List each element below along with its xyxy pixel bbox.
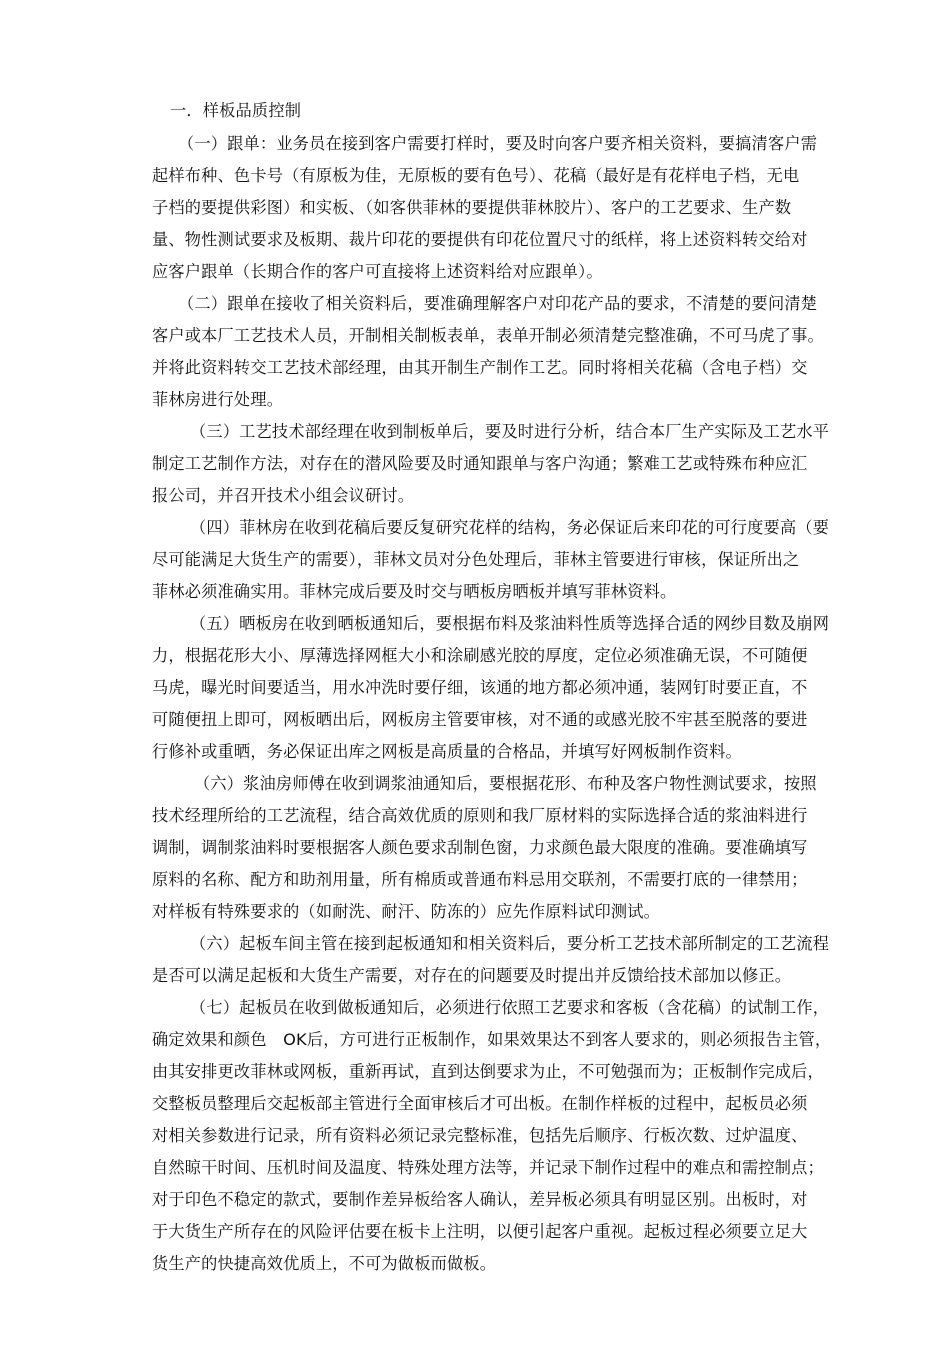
paragraph-line: 可随便扭上即可，网板晒出后，网板房主管要审核，对不通的或感光胶不牢甚至脱落的要进 xyxy=(152,710,808,729)
paragraph-line: 由其安排更改菲林或网板，重新再试，直到达倒要求为止，不可勉强而为；正板制作完成后， xyxy=(152,1062,824,1081)
paragraph-line: 应客户跟单（长期合作的客户可直接将上述资料给对应跟单）。 xyxy=(152,262,603,281)
paragraph-line: 客户或本厂工艺技术人员，开制相关制板表单，表单开制必须清楚完整准确，不可马虎了事。 xyxy=(152,326,824,345)
paragraph-line: （七）起板员在收到做板通知后，必须进行依照工艺要求和客板（含花稿）的试制工作， xyxy=(190,998,830,1017)
paragraph-line: 子档的要提供彩图）和实板、（如客供菲林的要提供菲林胶片）、客户的工艺要求、生产数 xyxy=(152,198,792,217)
paragraph-line: 对于印色不稳定的款式，要制作差异板给客人确认，差异板必须具有明显区别。出板时，对 xyxy=(152,1190,808,1209)
paragraph-line: 对相关参数进行记录，所有资料必须记录完整标准，包括先后顺序、行板次数、过炉温度、 xyxy=(152,1126,808,1145)
paragraph-line: 确定效果和颜色 OK后，方可进行正板制作，如果效果达不到客人要求的，则必须报告主管， xyxy=(152,1030,832,1049)
paragraph-line: 于大货生产所存在的风险评估要在板卡上注明，以便引起客户重视。起板过程必须要立足大 xyxy=(152,1222,808,1241)
paragraph-line: （三）工艺技术部经理在收到制板单后，要及时进行分析，结合本厂生产实际及工艺水平 xyxy=(190,422,830,441)
paragraph-line: 原料的名称、配方和助剂用量，所有棉质或普通布料忌用交联剂，不需要打底的一律禁用； xyxy=(152,870,808,889)
paragraph-line: 制定工艺制作方法，对存在的潜风险要及时通知跟单与客户沟通；繁难工艺或特殊布种应汇 xyxy=(152,454,808,473)
paragraph-line: 马虎，曝光时间要适当，用水冲洗时要仔细，该通的地方都必须冲通，装网钉时要正直，不 xyxy=(152,678,808,697)
paragraph-line: 货生产的快捷高效优质上，不可为做板而做板。 xyxy=(152,1254,497,1273)
paragraph-line: （一）跟单：业务员在接到客户需要打样时，要及时向客户要齐相关资料，要搞清客户需 xyxy=(178,134,818,153)
paragraph-line: 菲林必须准确实用。菲林完成后要及时交与晒板房晒板并填写菲林资料。 xyxy=(152,582,677,601)
paragraph-line: 是否可以满足起板和大货生产需要，对存在的问题要及时提出并反馈给技术部加以修正。 xyxy=(152,966,792,985)
paragraph-line: 尽可能满足大货生产的需要），菲林文员对分色处理后，菲林主管要进行审核，保证所出之 xyxy=(152,550,800,569)
paragraph-line: 量、物性测试要求及板期、裁片印花的要提供有印花位置尺寸的纸样，将上述资料转交给对 xyxy=(152,230,808,249)
paragraph-line: 报公司，并召开技术小组会议研讨。 xyxy=(152,486,415,505)
paragraph-line: 行修补或重晒，务必保证出库之网板是高质量的合格品，并填写好网板制作资料。 xyxy=(152,742,742,761)
paragraph-line: 菲林房进行处理。 xyxy=(152,390,284,409)
paragraph-line: 起样布种、色卡号（有原板为佳，无原板的要有色号）、花稿（最好是有花样电子档，无电 xyxy=(152,166,800,185)
paragraph-line: （二）跟单在接收了相关资料后，要准确理解客户对印花产品的要求，不清楚的要问清楚 xyxy=(178,294,818,313)
paragraph-line: （六）浆油房师傅在收到调浆油通知后，要根据花形、布种及客户物性测试要求，按照 xyxy=(194,774,817,793)
paragraph-line: （六）起板车间主管在接到起板通知和相关资料后，要分析工艺技术部所制定的工艺流程 xyxy=(190,934,830,953)
paragraph-line: 交整板员整理后交起板部主管进行全面审核后才可出板。在制作样板的过程中，起板员必须 xyxy=(152,1094,808,1113)
paragraph-line: 自然晾干时间、压机时间及温度、特殊处理方法等，并记录下制作过程中的难点和需控制点； xyxy=(152,1158,824,1177)
paragraph-line: （四）菲林房在收到花稿后要反复研究花样的结构，务必保证后来印花的可行度要高（要 xyxy=(190,518,830,537)
paragraph-line: 调制，调制浆油料时要根据客人颜色要求刮制色窗，力求颜色最大限度的准确。要准确填写 xyxy=(152,838,808,857)
section-heading: 一．样板品质控制 xyxy=(170,101,302,120)
paragraph-line: 对样板有特殊要求的（如耐洗、耐汗、防冻的）应先作原料试印测试。 xyxy=(152,902,661,921)
paragraph-line: 并将此资料转交工艺技术部经理，由其开制生产制作工艺。同时将相关花稿（含电子档）交 xyxy=(152,358,808,377)
paragraph-line: 力，根据花形大小、厚薄选择网框大小和涂刷感光胶的厚度，定位必须准确无误，不可随便 xyxy=(152,646,808,665)
paragraph-line: （五）晒板房在收到晒板通知后，要根据布料及浆油料性质等选择合适的网纱目数及崩网 xyxy=(190,614,830,633)
paragraph-line: 技术经理所给的工艺流程，结合高效优质的原则和我厂原材料的实际选择合适的浆油料进行 xyxy=(152,806,808,825)
